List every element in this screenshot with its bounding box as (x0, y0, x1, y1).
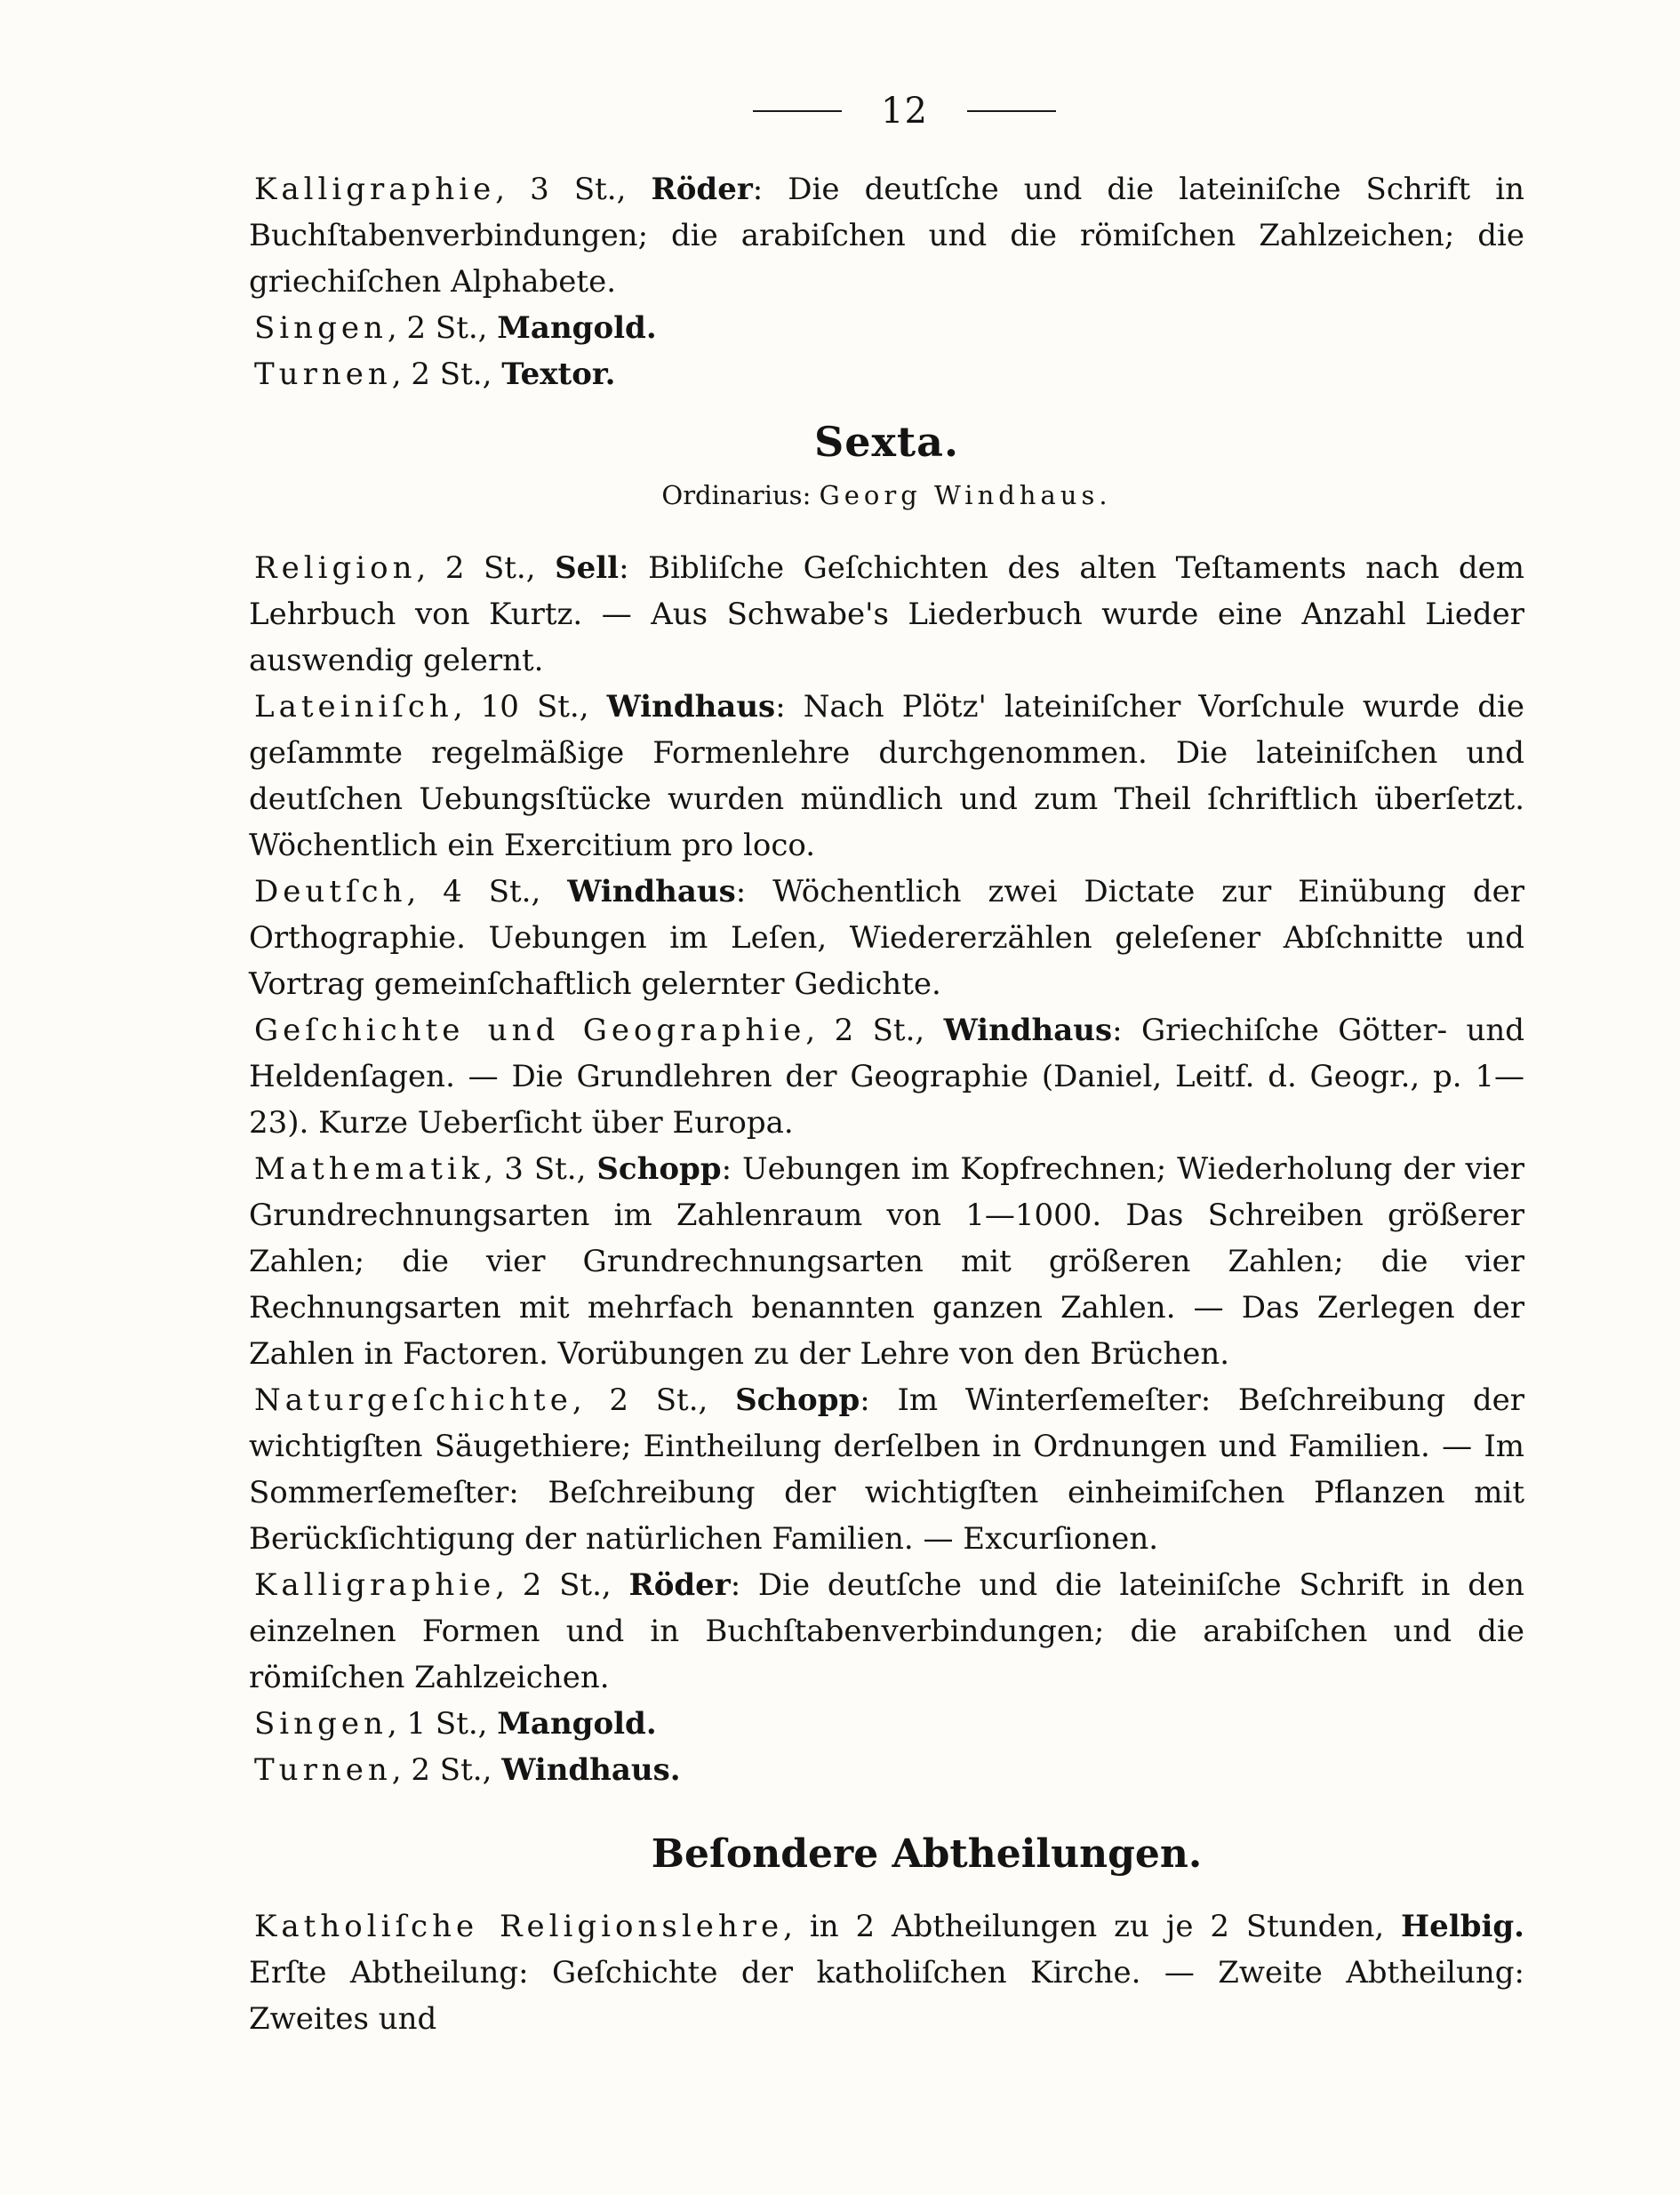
hours: , 3 St., (484, 1151, 597, 1187)
paragraph-text: : Uebungen im Kopfrechnen; Wiederholung der vier Grundrechnungsarten im Zahlenraum von 1—1000. Das Schreiben größerer Zahlen; die vier Grundrechnungsarten mit größeren Zahlen; die vier Rechnungsarten mit mehrfach benannten ganzen Zahlen. — Das Zerlegen der Zahlen in Factoren. Vorübungen zu der Lehre von den Brüchen. (249, 1151, 1525, 1372)
section-heading-sexta: Sexta. (814, 418, 959, 466)
paragraph-text: : Nach Plötz' lateiniſcher Vorſchule wurde die geſammte regelmäßige Formenlehre durchgenommen. Die lateiniſchen und deutſchen Uebungsſtücke wurden mündlich und zum Theil ſchriftlich überſetzt. Wöchentlich ein (249, 689, 1524, 863)
hours: , 2 St., (391, 356, 502, 392)
paragraph-singen-prior (249, 305, 1524, 351)
hours: , 3 St., (495, 172, 652, 207)
teacher-name: Helbig. (1401, 1909, 1525, 1944)
paragraph-religion (249, 545, 1524, 684)
subject-name: Naturgeſchichte (254, 1382, 572, 1418)
teacher-name: Schopp (596, 1151, 722, 1187)
subject-name: Mathematik (254, 1151, 484, 1187)
teacher-name: Mangold. (497, 310, 657, 346)
teacher-name: Textor. (501, 356, 616, 392)
teacher-name: Windhaus. (501, 1752, 681, 1788)
paragraph-turnen (249, 1747, 1524, 1793)
hours: , 2 St., (495, 1567, 629, 1603)
paragraph-kalligraphie (249, 1562, 1524, 1701)
subject-name: Religion (254, 550, 417, 586)
teacher-name: Mangold. (497, 1706, 657, 1742)
paragraph-text: : Griechiſche Götter- und Heldenſagen. — Die Grundlehren der Geographie (Daniel, Leitf. d. Geogr., p. 1—23). Kurze Ueberſicht über Europa. (249, 1013, 1524, 1141)
teacher-name: Windhaus (567, 874, 736, 909)
teacher-name: Röder (651, 172, 753, 207)
paragraph-text: : Wöchentlich zwei Dictate zur Einübung der Orthographie. Uebungen im Leſen, Wiedererzählen geleſener Abſchnitte und Vortrag gemeinſchaftlich gelernter Gedichte. (249, 874, 1524, 1002)
paragraph-text: : Im Winterſemeſter: Beſchreibung der wichtigſten Säugethiere; Eintheilung derſelben in Ordnungen und Familien. — Im Sommerſemeſter: Beſchreibung der wichtigſten einheimiſchen Pflanzen mit Berückſichtigung der natürlichen Familien. — Excurſionen. (249, 1382, 1525, 1557)
subject-name: Deutſch (254, 874, 407, 909)
sexta-section (249, 415, 1524, 1793)
teacher-name: Windhaus (943, 1013, 1113, 1048)
hours: , 2 St., (805, 1013, 944, 1048)
subject-name: Geſchichte und Geographie (254, 1013, 806, 1048)
subject-name: Katholiſche Religionslehre (254, 1909, 784, 1944)
paragraph-turnen-prior (249, 351, 1524, 397)
hours: , 2 St., (572, 1382, 736, 1418)
paragraph-text: , in 2 Abtheilungen zu je 2 Stunden, (783, 1909, 1402, 1944)
page-header (249, 91, 1524, 132)
teacher-name: Windhaus (606, 689, 776, 725)
paragraph-latein (249, 684, 1524, 869)
page-number: 12 (881, 91, 928, 132)
hours: , 2 St., (416, 550, 556, 586)
subject-name: Turnen (254, 356, 392, 392)
subject-name: Singen (254, 1706, 388, 1742)
header-rule-right (967, 110, 1056, 112)
hours: , 2 St., (387, 310, 498, 346)
paragraph-text-cont: Erſte Abtheilung: Geſchichte der katholiſchen Kirche. — Zweite Abtheilung: Zweites und (249, 1955, 1524, 2037)
section-heading-besondere: Beſondere Abtheilungen. (651, 1831, 1203, 1877)
paragraph-geschichte (249, 1007, 1524, 1146)
paragraph-kalligraphie-prior (249, 166, 1524, 305)
teacher-name: Schopp (735, 1382, 860, 1418)
header-rule-left (753, 110, 842, 112)
hours: , 1 St., (387, 1706, 498, 1742)
hours: , 2 St., (391, 1752, 502, 1788)
teacher-name: Sell (555, 550, 620, 586)
hours: , 10 St., (452, 689, 607, 725)
paragraph-naturgeschichte (249, 1377, 1524, 1562)
paragraph-mathematik (249, 1146, 1524, 1377)
paragraph-katholisch (249, 1903, 1524, 2042)
paragraph-deutsch (249, 869, 1524, 1007)
paragraph-text: : Bibliſche Geſchichten des alten Teſtaments nach dem Lehrbuch von Kurtz. — Aus Schwabe's Liederbuch wurde eine Anzahl Lieder auswendig gelernt. (249, 550, 1524, 678)
prior-class-section (249, 166, 1524, 397)
ordinarius-line (249, 476, 1524, 515)
paragraph-singen (249, 1701, 1524, 1747)
teacher-name: Röder (628, 1567, 731, 1603)
subject-name: Lateiniſch (254, 689, 453, 725)
subject-name: Kalligraphie (254, 172, 496, 207)
latin-phrase: Exercitium pro loco. (503, 828, 816, 863)
paragraph-text: : Die deutſche und die lateiniſche Schrift in Buchſtabenverbindungen; die arabiſchen und die römiſchen Zahlzeichen; die griechiſchen Alphabete. (249, 172, 1524, 300)
subject-name: Turnen (254, 1752, 392, 1788)
besondere-section (249, 1829, 1524, 2042)
subject-name: Singen (254, 310, 388, 346)
ordinarius-name: Georg Windhaus. (819, 480, 1112, 510)
subject-name: Kalligraphie (254, 1567, 496, 1603)
paragraph-text: : Die deutſche und die lateiniſche Schrift in den einzelnen Formen und in Buchſtabenverbindungen; die arabiſchen und die römiſchen Zahlzeichen. (249, 1567, 1524, 1695)
hours: , 4 St., (406, 874, 568, 909)
ordinarius-label: Ordinarius: (661, 480, 820, 510)
